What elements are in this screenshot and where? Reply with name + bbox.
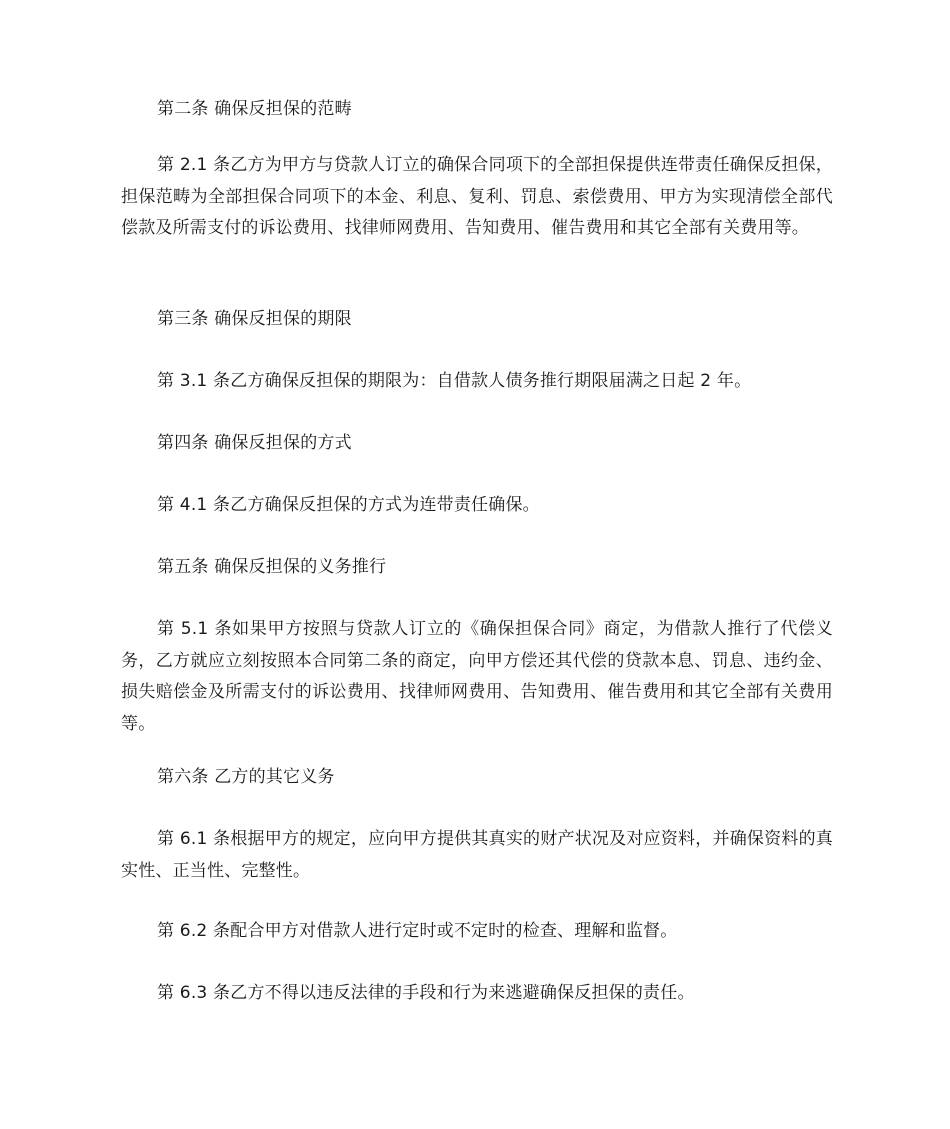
clause-6-2: 第 6.2 条配合甲方对借款人进行定时或不定时的检查、理解和监督。 xyxy=(157,921,678,941)
heading-article-4: 第四条 确保反担保的方式 xyxy=(157,433,352,453)
clause-6-3: 第 6.3 条乙方不得以违反法律的手段和行为来逃避确保反担保的责任。 xyxy=(157,983,695,1003)
clause-4-1: 第 4.1 条乙方确保反担保的方式为连带责任确保。 xyxy=(157,495,540,515)
heading-article-5: 第五条 确保反担保的义务推行 xyxy=(157,557,387,577)
clause-5-1: 第 5.1 条如果甲方按照与贷款人订立的《确保担保合同》商定，为借款人推行了代偿义务，乙方就应立刻按照本合同第二条的商定，向甲方偿还其代偿的贷款本息、罚息、违约金、损失赔偿金及所需支付的诉讼费用、找律师网费用、告知费用、催告费用和其它全部有关费用等。 xyxy=(121,619,833,734)
clause-6-1: 第 6.1 条根据甲方的规定，应向甲方提供其真实的财产状况及对应资料，并确保资料的真实性、正当性、完整性。 xyxy=(121,829,833,881)
heading-article-6: 第六条 乙方的其它义务 xyxy=(157,767,335,787)
clause-2-1: 第 2.1 条乙方为甲方与贷款人订立的确保合同项下的全部担保提供连带责任确保反担保，担保范畴为全部担保合同项下的本金、利息、复利、罚息、索偿费用、甲方为实现清偿全部代偿款及所需支付的诉讼费用、找律师网费用、告知费用、催告费用和其它全部有关费用等。 xyxy=(121,155,833,238)
heading-article-2: 第二条 确保反担保的范畴 xyxy=(157,99,352,119)
clause-3-1: 第 3.1 条乙方确保反担保的期限为：自借款人债务推行期限届满之日起 2 年。 xyxy=(157,371,752,391)
heading-article-3: 第三条 确保反担保的期限 xyxy=(157,309,352,329)
